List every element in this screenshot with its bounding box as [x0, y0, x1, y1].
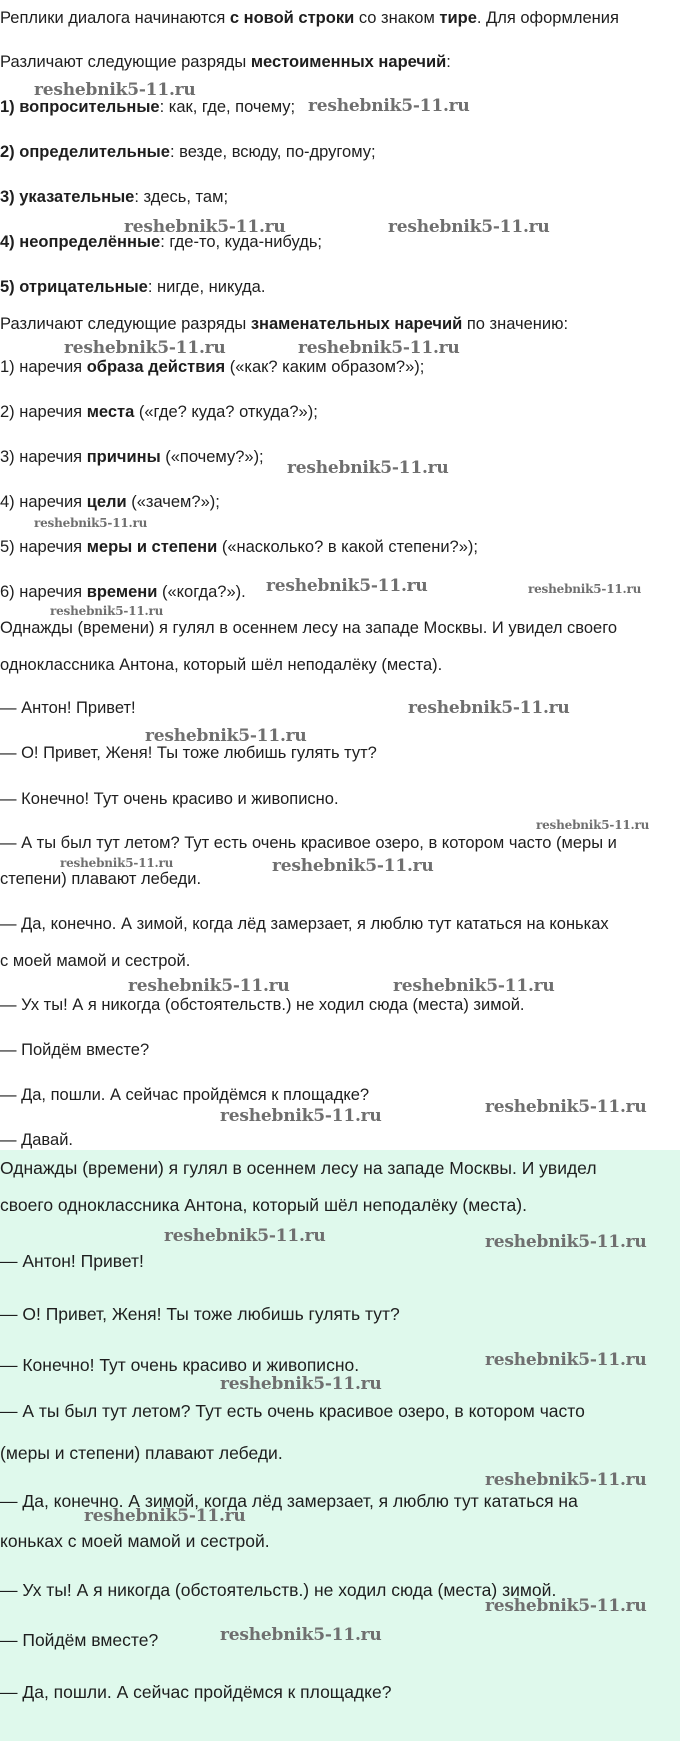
- item-prefix: 5) наречия: [0, 538, 87, 556]
- answer-line: (меры и степени) плавают лебеди.: [0, 1443, 283, 1463]
- watermark: reshebnik5-11.ru: [124, 217, 286, 237]
- heading-text-end: по значению:: [462, 315, 569, 333]
- pronominal-item: [0, 232, 680, 252]
- answer-line: коньках с моей мамой и сестрой.: [0, 1531, 270, 1551]
- answer-line: — О! Привет, Женя! Ты тоже любишь гулять тут?: [0, 1304, 400, 1324]
- item-label: места: [86, 403, 135, 421]
- item-label: цели: [86, 493, 127, 511]
- heading-bold: знаменательных наречий: [250, 315, 463, 333]
- watermark: reshebnik5-11.ru: [393, 976, 555, 996]
- intro-bold-2: тире: [439, 9, 477, 27]
- meaningful-item: [0, 492, 680, 512]
- intro-text: Реплики диалога начинаются: [0, 9, 230, 27]
- dialogue-line: — А ты был тут летом? Тут есть очень красивое озеро, в котором часто (меры и: [0, 834, 617, 852]
- watermark: reshebnik5-11.ru: [485, 1097, 647, 1117]
- item-label: 5) отрицательные: [0, 278, 148, 296]
- watermark: reshebnik5-11.ru: [266, 576, 428, 596]
- item-text: («где? куда? откуда?»);: [134, 403, 318, 421]
- answer-line: — Да, конечно. А зимой, когда лёд замерзает, я люблю тут кататься на: [0, 1491, 578, 1511]
- pronominal-item: [0, 277, 680, 297]
- watermark: reshebnik5-11.ru: [60, 856, 174, 870]
- answer-line: — Конечно! Тут очень красиво и живописно.: [0, 1355, 360, 1375]
- meaningful-item: [0, 537, 680, 557]
- item-text: : нигде, никуда.: [147, 278, 266, 296]
- watermark: reshebnik5-11.ru: [64, 338, 226, 358]
- watermark: reshebnik5-11.ru: [272, 856, 434, 876]
- meaningful-item: [0, 357, 680, 377]
- watermark: reshebnik5-11.ru: [50, 604, 164, 618]
- watermark: reshebnik5-11.ru: [84, 1506, 246, 1526]
- watermark: reshebnik5-11.ru: [220, 1106, 382, 1126]
- item-label: причины: [86, 448, 161, 466]
- dialogue-line: — Да, пошли. А сейчас пройдёмся к площадке?: [0, 1086, 370, 1104]
- watermark: reshebnik5-11.ru: [34, 80, 196, 100]
- item-text: («зачем?»);: [126, 493, 220, 511]
- dialogue-line: степени) плавают лебеди.: [0, 870, 202, 888]
- pronominal-item: [0, 187, 680, 207]
- dialogue-line: — Антон! Привет!: [0, 699, 136, 717]
- heading-text: Различают следующие разряды: [0, 315, 251, 333]
- watermark: reshebnik5-11.ru: [528, 582, 642, 596]
- dialogue-line: Однажды (времени) я гулял в осеннем лесу на западе Москвы. И увидел своего: [0, 619, 618, 637]
- answer-line: своего одноклассника Антона, который шёл неподалёку (места).: [0, 1195, 527, 1215]
- pronominal-heading: [0, 52, 680, 72]
- watermark: reshebnik5-11.ru: [485, 1596, 647, 1616]
- item-label: времени: [86, 583, 158, 601]
- watermark: reshebnik5-11.ru: [485, 1350, 647, 1370]
- dialogue-line: — Ух ты! А я никогда (обстоятельств.) не ходил сюда (места) зимой.: [0, 996, 525, 1014]
- dialogue-line: — Пойдём вместе?: [0, 1041, 150, 1059]
- watermark: reshebnik5-11.ru: [536, 818, 650, 832]
- answer-line: — А ты был тут летом? Тут есть очень красивое озеро, в котором часто: [0, 1401, 585, 1421]
- item-prefix: 4) наречия: [0, 493, 87, 511]
- answer-line: — Антон! Привет!: [0, 1251, 144, 1271]
- watermark: reshebnik5-11.ru: [145, 726, 307, 746]
- item-prefix: 3) наречия: [0, 448, 87, 466]
- watermark: reshebnik5-11.ru: [485, 1232, 647, 1252]
- dialogue-line: — О! Привет, Женя! Ты тоже любишь гулять тут?: [0, 744, 377, 762]
- item-label: меры и степени: [86, 538, 218, 556]
- answer-line: Однажды (времени) я гулял в осеннем лесу на западе Москвы. И увидел: [0, 1158, 597, 1178]
- item-label: 3) указательные: [0, 188, 135, 206]
- item-prefix: 2) наречия: [0, 403, 87, 421]
- item-label: 4) неопределённые: [0, 233, 161, 251]
- item-text: («насколько? в какой степени?»);: [217, 538, 478, 556]
- intro-line: [0, 8, 680, 28]
- item-text: : здесь, там;: [134, 188, 229, 206]
- intro-text-2: со знаком: [354, 9, 440, 27]
- watermark: reshebnik5-11.ru: [388, 217, 550, 237]
- pronominal-item: [0, 142, 680, 162]
- dialogue-line: — Конечно! Тут очень красиво и живописно.: [0, 790, 339, 808]
- watermark: reshebnik5-11.ru: [287, 458, 449, 478]
- item-label: 2) определительные: [0, 143, 170, 161]
- item-prefix: 1) наречия: [0, 358, 87, 376]
- heading-text: Различают следующие разряды: [0, 53, 251, 71]
- meaningful-item: [0, 402, 680, 422]
- watermark: reshebnik5-11.ru: [408, 698, 570, 718]
- dialogue-line: с моей мамой и сестрой.: [0, 952, 191, 970]
- answer-line: — Да, пошли. А сейчас пройдёмся к площадке?: [0, 1682, 392, 1702]
- item-text: («как? каким образом?»);: [225, 358, 425, 376]
- item-text: («когда?»).: [157, 583, 246, 601]
- dialogue-line: — Давай.: [0, 1131, 73, 1149]
- dialogue-line: одноклассника Антона, который шёл неподалёку (места).: [0, 656, 443, 674]
- answer-line: — Пойдём вместе?: [0, 1630, 159, 1650]
- watermark: reshebnik5-11.ru: [164, 1226, 326, 1246]
- item-label: 1) вопросительные: [0, 98, 160, 116]
- item-label: образа действия: [86, 358, 226, 376]
- item-text: : где-то, куда-нибудь;: [160, 233, 323, 251]
- meaningful-heading: [0, 314, 680, 334]
- heading-bold: местоименных наречий: [250, 53, 447, 71]
- item-prefix: 6) наречия: [0, 583, 87, 601]
- intro-text-3: . Для оформления: [476, 9, 619, 27]
- watermark: reshebnik5-11.ru: [220, 1374, 382, 1394]
- item-text: : как, где, почему;: [159, 98, 296, 116]
- watermark: reshebnik5-11.ru: [308, 96, 470, 116]
- dialogue-line: — Да, конечно. А зимой, когда лёд замерзает, я люблю тут кататься на коньках: [0, 915, 609, 933]
- watermark: reshebnik5-11.ru: [298, 338, 460, 358]
- watermark: reshebnik5-11.ru: [128, 976, 290, 996]
- watermark: reshebnik5-11.ru: [34, 516, 148, 530]
- intro-bold-1: с новой строки: [229, 9, 355, 27]
- heading-text-end: :: [446, 53, 451, 71]
- answer-line: — Ух ты! А я никогда (обстоятельств.) не ходил сюда (места) зимой.: [0, 1580, 557, 1600]
- item-text: : везде, всюду, по-другому;: [169, 143, 376, 161]
- item-text: («почему?»);: [160, 448, 264, 466]
- watermark: reshebnik5-11.ru: [220, 1625, 382, 1645]
- watermark: reshebnik5-11.ru: [485, 1470, 647, 1490]
